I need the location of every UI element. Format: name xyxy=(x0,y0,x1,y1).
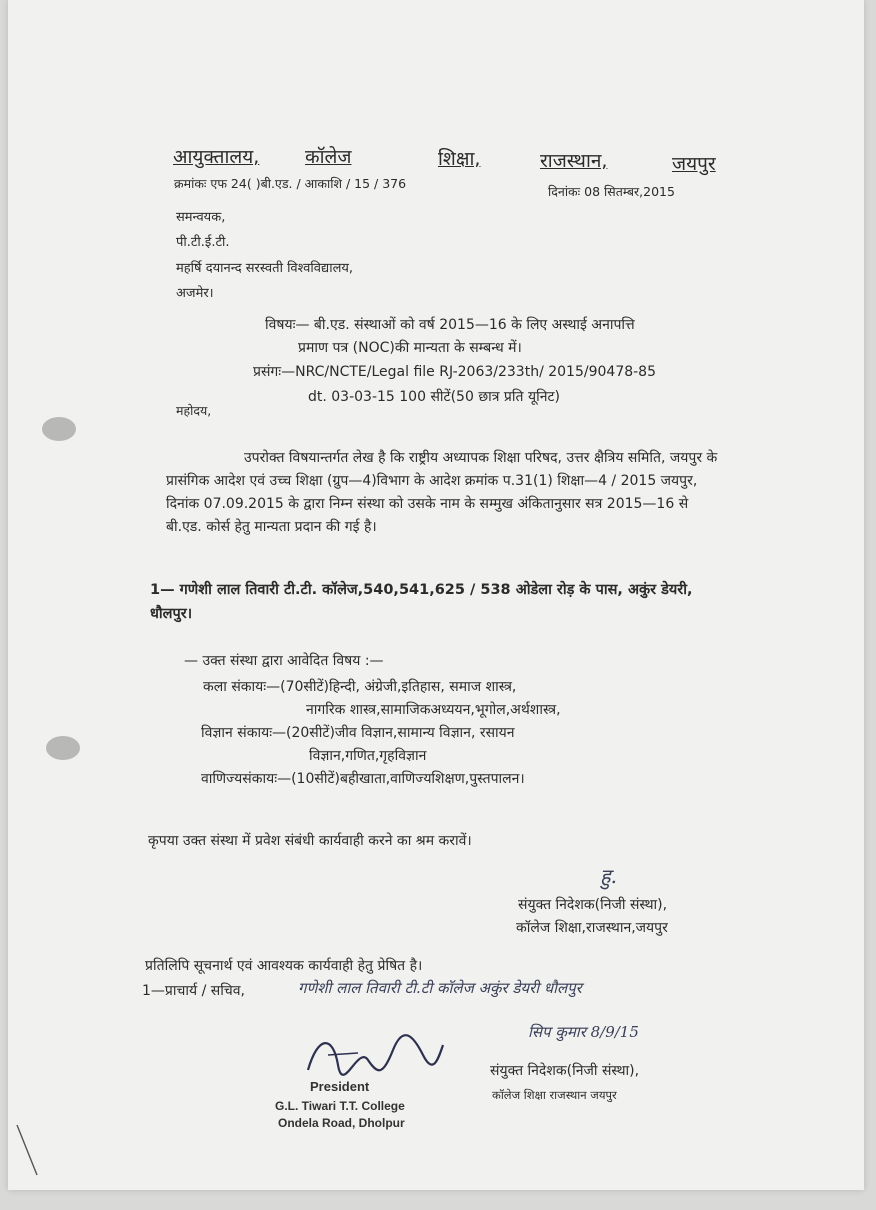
punch-hole xyxy=(42,417,76,441)
arts-faculty-cont: नागरिक शास्त्र,सामाजिकअध्ययन,भूगोल,अर्थशास्त्र, xyxy=(306,702,561,718)
arts-faculty: कला संकायः—(70सीटें)हिन्दी, अंग्रेजी,इतिहास, समाज शास्त्र, xyxy=(203,679,517,695)
document-page xyxy=(8,0,864,1190)
science-faculty-cont: विज्ञान,गणित,गृहविज्ञान xyxy=(309,748,427,764)
addressee-line: महर्षि दयानन्द सरस्वती विश्वविद्यालय, xyxy=(176,261,354,276)
subject-line: प्रमाण पत्र (NOC)की मान्यता के सम्बन्ध में। xyxy=(298,340,522,356)
footer-handwritten-signature: सिप कुमार 8/9/15 xyxy=(528,1023,639,1041)
addressee-line: पी.टी.ई.टी. xyxy=(176,235,230,250)
seal-address: Ondela Road, Dholpur xyxy=(278,1116,405,1130)
body-paragraph: उपरोक्त विषयान्तर्गत लेख है कि राष्ट्रीय अध्यापक शिक्षा परिषद, उत्तर क्षैत्रिय समिति, जयपुर के प्रासंगिक आदेश एवं उच्च शिक्षा (ग्रुप—4)विभाग के आदेश क्रमांक प.31(1) शिक्षा—4 / 2015 जयपुर, दिनांक 07.09.2015 के द्वारा निम्न संस्था को उसके नाम के सम्मुख अंकितानुसार सत्र 2015—16 से बी.एड. कोर्स हेतु मान्यता प्रदान की गई है। xyxy=(166,450,718,535)
signatory-title: संयुक्त निदेशक(निजी संस्था), xyxy=(518,897,668,913)
header-education: शिक्षा, xyxy=(438,148,481,170)
subjects-intro: — उक्त संस्था द्वारा आवेदित विषय :— xyxy=(184,653,384,669)
institution-entry: 1— गणेशी लाल तिवारी टी.टी. कॉलेज,540,541,625 / 538 ओडेला रोड़ के पास, अकुंर डेयरी, धौलपुर। xyxy=(150,582,693,622)
copy-intro: प्रतिलिपि सूचनार्थ एवं आवश्यक कार्यवाही हेतु प्रेषित है। xyxy=(145,958,423,974)
subject-line: विषयः— बी.एड. संस्थाओं को वर्ष 2015—16 के लिए अस्थाई अनापत्ति xyxy=(265,317,635,333)
punch-hole xyxy=(46,736,80,760)
reference-line: dt. 03-03-15 100 सीटें(50 छात्र प्रति यूनिट) xyxy=(308,389,560,405)
reference-number: क्रमांकः एफ 24( )बी.एड. / आकाशि / 15 / 376 xyxy=(174,176,407,191)
copy-recipient-handwritten: गणेशी लाल तिवारी टी.टी कॉलेज अकुंर डेयरी धौलपुर xyxy=(298,979,582,997)
addressee-line: समन्वयक, xyxy=(176,210,226,225)
salutation: महोदय, xyxy=(176,403,212,418)
reference-line: प्रसंगः—NRC/NCTE/Legal file RJ-2063/233th/ 2015/90478-85 xyxy=(253,364,656,380)
footer-signatory-office: कॉलेज शिक्षा राजस्थान जयपुर xyxy=(492,1088,617,1102)
science-faculty: विज्ञान संकायः—(20सीटें)जीव विज्ञान,सामान्य विज्ञान, रसायन xyxy=(201,725,515,741)
commerce-faculty: वाणिज्यसंकायः—(10सीटें)बहीखाता,वाणिज्यशिक्षण,पुस्तपालन। xyxy=(201,771,525,787)
initials-signature: हु. xyxy=(600,864,617,888)
seal-college: G.L. Tiwari T.T. College xyxy=(275,1099,405,1113)
signatory-office: कॉलेज शिक्षा,राजस्थान,जयपुर xyxy=(516,920,668,936)
president-signature xyxy=(298,1025,448,1085)
seal-president: President xyxy=(310,1079,370,1094)
header-state: राजस्थान, xyxy=(540,150,608,172)
margin-mark xyxy=(12,1120,42,1180)
copy-recipient: 1—प्राचार्य / सचिव, xyxy=(142,983,245,999)
footer-signatory-title: संयुक्त निदेशक(निजी संस्था), xyxy=(490,1063,640,1079)
header-office: आयुक्तालय, xyxy=(173,146,260,168)
request-line: कृपया उक्त संस्था में प्रवेश संबंधी कार्यवाही करने का श्रम करावें। xyxy=(148,833,472,849)
header-college: कॉलेज xyxy=(305,146,352,168)
reference-date: दिनांकः 08 सितम्बर,2015 xyxy=(548,184,675,199)
header-city: जयपुर xyxy=(672,153,716,175)
addressee-line: अजमेर। xyxy=(176,286,214,301)
